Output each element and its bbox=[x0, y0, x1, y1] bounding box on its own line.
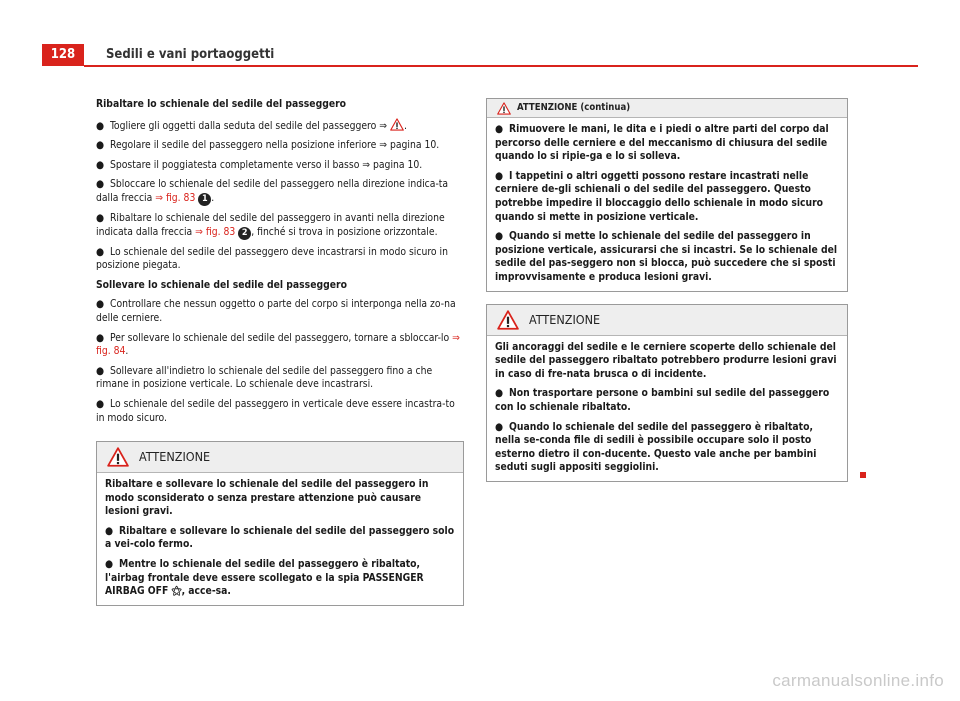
step-item: ● Spostare il poggiatesta completamente verso il basso ⇒ pagina 10. bbox=[96, 158, 423, 171]
step-item: ● Lo schienale del sedile del passeggero deve incastrarsi in modo sicuro in posizione piegata. bbox=[96, 245, 448, 272]
warning-item: ● Rimuovere le mani, le dita e i piedi o altre parti del corpo dal percorso delle cerniere e del meccanismo di chiusura del sedile quando lo si ripie-ga e lo si solleva. bbox=[495, 123, 829, 163]
bullet: ● bbox=[96, 139, 105, 152]
bullet: ● bbox=[495, 387, 504, 400]
watermark: carmanualsonline.info bbox=[772, 671, 944, 690]
step-item: ● Controllare che nessun oggetto o parte del corpo si interponga nella zo-na delle cerniere. bbox=[96, 298, 456, 324]
warning-item: ● Quando lo schienale del sedile del passeggero è ribaltato, nella se-conda file di sedili è possibile occupare solo il posto esterno dietro il con-ducente. Questo vale anche per bambini seduti sugli appositi seggiolini. bbox=[495, 420, 817, 474]
warning-header bbox=[97, 442, 463, 473]
warning-item: ● I tappetini o altri oggetti possono restare incastrati nelle cerniere de-gli schienali o del sedile del passeggero. Questo potrebbe impedire il bloccaggio dello schienale in modo sicuro quando si mette in posizione verticale. bbox=[495, 169, 824, 223]
step-item: ● Ribaltare lo schienale del sedile del passeggero in avanti nella direzione indicata dalla freccia ⇒ fig. 83 2 , finché si trova in posizione orizzontale. bbox=[96, 211, 445, 238]
bullet: ● bbox=[96, 245, 105, 258]
warning-header bbox=[487, 99, 847, 118]
callout-number: 1 bbox=[198, 193, 211, 206]
bullet: ● bbox=[96, 211, 105, 224]
callout-number: 2 bbox=[238, 227, 251, 240]
warning-title: ATTENZIONE bbox=[529, 311, 601, 327]
bullet: ● bbox=[96, 119, 105, 132]
bullet: ● bbox=[105, 558, 114, 571]
warning-box bbox=[96, 441, 464, 606]
step-item: ● Togliere gli oggetti dalla seduta del sedile del passeggero ⇒ . bbox=[96, 119, 407, 132]
header-rule bbox=[84, 65, 918, 67]
warning-icon bbox=[390, 118, 404, 131]
figure-reference-link[interactable]: ⇒ fig. 83 bbox=[195, 225, 236, 238]
step-item: ● Lo schienale del sedile del passeggero in verticale deve essere incastra-to in modo sicuro. bbox=[96, 397, 455, 424]
left-column bbox=[96, 98, 464, 606]
bullet: ● bbox=[495, 123, 504, 135]
step-item: ● Sollevare all'indietro lo schienale del sedile del passeggero fino a che rimane in posizione verticale. Lo schienale deve incastrarsi. bbox=[96, 364, 433, 391]
warning-title: ATTENZIONE bbox=[139, 449, 211, 465]
section-heading-fold: Ribaltare lo schienale del sedile del passeggero bbox=[96, 98, 347, 110]
step-item: ● Per sollevare lo schienale del sedile del passeggero, tornare a sbloccar-lo ⇒ fig. 84. bbox=[96, 331, 460, 358]
warning-icon bbox=[497, 310, 519, 330]
warning-item: ● Ribaltare e sollevare lo schienale del sedile del passeggero solo a vei-colo fermo. bbox=[105, 524, 455, 551]
page-number: 128 bbox=[42, 44, 84, 66]
warning-intro: Ribaltare e sollevare lo schienale del sedile del passeggero in modo sconsiderato o senza prestare attenzione può causare lesioni gravi. bbox=[105, 478, 429, 518]
warning-body bbox=[487, 118, 847, 291]
warning-intro: Gli ancoraggi del sedile e le cerniere scoperte dello schienale del sedile del passeggero ribaltato potrebbero produrre lesioni gravi in caso di fre-nata brusca o di incidente. bbox=[495, 340, 837, 380]
warning-item: ● Quando si mette lo schienale del sedile del passeggero in posizione verticale, assicurarsi che si incastri. Se lo schienale del sedile del pas-seggero non si blocca, può succedere che si sposti improvvisamente e produca lesioni gravi. bbox=[495, 230, 838, 283]
figure-reference-link[interactable]: ⇒ fig. 83 bbox=[155, 191, 196, 204]
warning-continued-box bbox=[486, 98, 848, 292]
bullet: ● bbox=[96, 178, 105, 191]
warning-body bbox=[97, 473, 463, 605]
right-column bbox=[486, 98, 848, 482]
bullet: ● bbox=[495, 230, 504, 243]
bullet: ● bbox=[495, 420, 504, 433]
step-item: ● Regolare il sedile del passeggero nella posizione inferiore ⇒ pagina 10. bbox=[96, 139, 440, 152]
warning-header bbox=[487, 305, 847, 336]
section-heading-raise: Sollevare lo schienale del sedile del passeggero bbox=[96, 278, 347, 291]
bullet: ● bbox=[105, 524, 114, 537]
warning-icon bbox=[497, 102, 511, 115]
bullet: ● bbox=[96, 298, 105, 311]
section-end-marker bbox=[860, 472, 866, 478]
page-title: Sedili e vani portaoggetti bbox=[106, 47, 275, 62]
figure-reference-link[interactable]: ⇒ fig. 84 bbox=[96, 331, 460, 358]
bullet: ● bbox=[495, 169, 504, 182]
warning-item: ● Mentre lo schienale del sedile del passeggero è ribaltato, l'airbag frontale deve essere scollegato e la spia PASSENGER AIRBAG OFF ⚝, acce-sa. bbox=[105, 558, 424, 598]
bullet: ● bbox=[96, 331, 105, 344]
bullet: ● bbox=[96, 158, 105, 171]
warning-icon bbox=[107, 447, 129, 467]
warning-title: ATTENZIONE (continua) bbox=[517, 102, 631, 114]
bullet: ● bbox=[96, 364, 105, 377]
warning-box bbox=[486, 304, 848, 482]
warning-body bbox=[487, 336, 847, 481]
step-item: ● Sbloccare lo schienale del sedile del passeggero nella direzione indica-ta dalla freccia ⇒ fig. 83 1 . bbox=[96, 178, 449, 204]
bullet: ● bbox=[96, 397, 105, 410]
warning-item: ● Non trasportare persone o bambini sul sedile del passeggero con lo schienale ribaltato. bbox=[495, 387, 830, 413]
